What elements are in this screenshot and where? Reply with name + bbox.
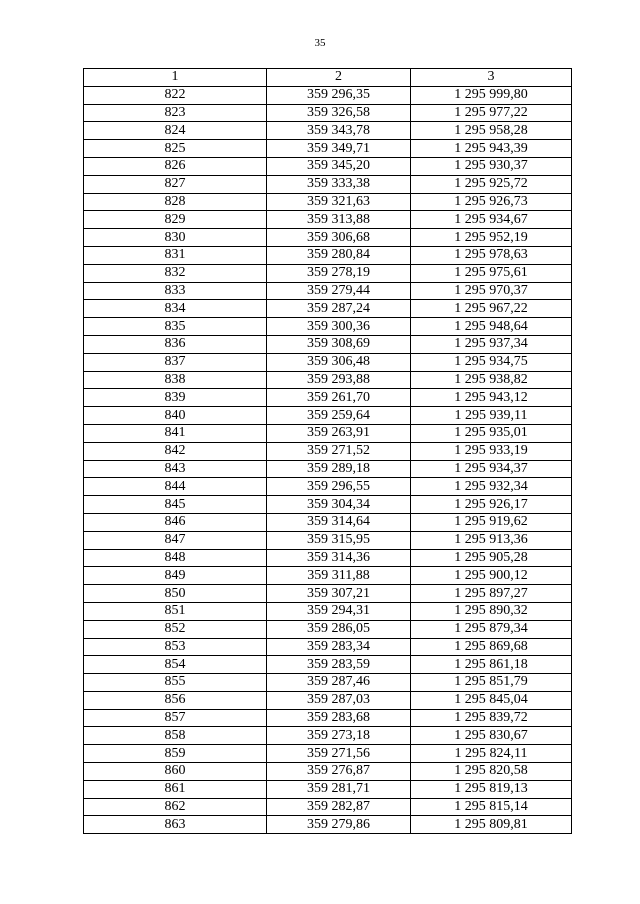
y-coordinate-cell: 1 295 934,37 xyxy=(411,460,572,478)
x-coordinate-cell: 359 349,71 xyxy=(267,140,411,158)
y-coordinate-cell: 1 295 815,14 xyxy=(411,798,572,816)
y-coordinate-cell: 1 295 933,19 xyxy=(411,442,572,460)
table-row xyxy=(84,246,572,264)
table-header xyxy=(84,69,572,87)
point-number-cell: 861 xyxy=(84,780,267,798)
table-row xyxy=(84,282,572,300)
y-coordinate-cell: 1 295 926,73 xyxy=(411,193,572,211)
x-coordinate-cell: 359 306,68 xyxy=(267,229,411,247)
y-coordinate-cell: 1 295 939,11 xyxy=(411,407,572,425)
table-row xyxy=(84,140,572,158)
y-coordinate-cell: 1 295 937,34 xyxy=(411,335,572,353)
y-coordinate-cell: 1 295 819,13 xyxy=(411,780,572,798)
column-header-3: 3 xyxy=(411,69,572,87)
point-number-cell: 852 xyxy=(84,620,267,638)
table-row xyxy=(84,122,572,140)
point-number-cell: 825 xyxy=(84,140,267,158)
point-number-cell: 847 xyxy=(84,531,267,549)
y-coordinate-cell: 1 295 934,75 xyxy=(411,353,572,371)
y-coordinate-cell: 1 295 943,39 xyxy=(411,140,572,158)
table-row xyxy=(84,763,572,781)
x-coordinate-cell: 359 294,31 xyxy=(267,602,411,620)
y-coordinate-cell: 1 295 930,37 xyxy=(411,157,572,175)
y-coordinate-cell: 1 295 861,18 xyxy=(411,656,572,674)
point-number-cell: 839 xyxy=(84,389,267,407)
x-coordinate-cell: 359 296,35 xyxy=(267,86,411,104)
y-coordinate-cell: 1 295 839,72 xyxy=(411,709,572,727)
point-number-cell: 827 xyxy=(84,175,267,193)
x-coordinate-cell: 359 263,91 xyxy=(267,424,411,442)
x-coordinate-cell: 359 300,36 xyxy=(267,318,411,336)
point-number-cell: 835 xyxy=(84,318,267,336)
y-coordinate-cell: 1 295 830,67 xyxy=(411,727,572,745)
table-row xyxy=(84,798,572,816)
x-coordinate-cell: 359 314,36 xyxy=(267,549,411,567)
point-number-cell: 841 xyxy=(84,424,267,442)
y-coordinate-cell: 1 295 977,22 xyxy=(411,104,572,122)
x-coordinate-cell: 359 279,86 xyxy=(267,816,411,834)
x-coordinate-cell: 359 283,68 xyxy=(267,709,411,727)
point-number-cell: 855 xyxy=(84,674,267,692)
point-number-cell: 832 xyxy=(84,264,267,282)
point-number-cell: 829 xyxy=(84,211,267,229)
table-row xyxy=(84,745,572,763)
point-number-cell: 822 xyxy=(84,86,267,104)
point-number-cell: 858 xyxy=(84,727,267,745)
table-body xyxy=(84,86,572,833)
y-coordinate-cell: 1 295 919,62 xyxy=(411,513,572,531)
x-coordinate-cell: 359 261,70 xyxy=(267,389,411,407)
x-coordinate-cell: 359 326,58 xyxy=(267,104,411,122)
point-number-cell: 849 xyxy=(84,567,267,585)
table-row xyxy=(84,727,572,745)
point-number-cell: 853 xyxy=(84,638,267,656)
y-coordinate-cell: 1 295 897,27 xyxy=(411,585,572,603)
point-number-cell: 854 xyxy=(84,656,267,674)
x-coordinate-cell: 359 293,88 xyxy=(267,371,411,389)
table-row xyxy=(84,531,572,549)
table-row xyxy=(84,229,572,247)
table-row xyxy=(84,318,572,336)
point-number-cell: 845 xyxy=(84,496,267,514)
table-row xyxy=(84,264,572,282)
y-coordinate-cell: 1 295 824,11 xyxy=(411,745,572,763)
table-row xyxy=(84,656,572,674)
x-coordinate-cell: 359 287,03 xyxy=(267,691,411,709)
table-row xyxy=(84,407,572,425)
table-row xyxy=(84,549,572,567)
coordinates-table xyxy=(83,68,572,834)
x-coordinate-cell: 359 306,48 xyxy=(267,353,411,371)
y-coordinate-cell: 1 295 820,58 xyxy=(411,763,572,781)
x-coordinate-cell: 359 279,44 xyxy=(267,282,411,300)
x-coordinate-cell: 359 289,18 xyxy=(267,460,411,478)
x-coordinate-cell: 359 273,18 xyxy=(267,727,411,745)
x-coordinate-cell: 359 343,78 xyxy=(267,122,411,140)
x-coordinate-cell: 359 271,56 xyxy=(267,745,411,763)
y-coordinate-cell: 1 295 926,17 xyxy=(411,496,572,514)
table-row xyxy=(84,86,572,104)
point-number-cell: 833 xyxy=(84,282,267,300)
y-coordinate-cell: 1 295 958,28 xyxy=(411,122,572,140)
x-coordinate-cell: 359 345,20 xyxy=(267,157,411,175)
table-row xyxy=(84,460,572,478)
point-number-cell: 824 xyxy=(84,122,267,140)
table-row xyxy=(84,585,572,603)
point-number-cell: 840 xyxy=(84,407,267,425)
table-row xyxy=(84,638,572,656)
y-coordinate-cell: 1 295 851,79 xyxy=(411,674,572,692)
y-coordinate-cell: 1 295 890,32 xyxy=(411,602,572,620)
point-number-cell: 830 xyxy=(84,229,267,247)
table-row xyxy=(84,709,572,727)
y-coordinate-cell: 1 295 948,64 xyxy=(411,318,572,336)
table-row xyxy=(84,371,572,389)
y-coordinate-cell: 1 295 967,22 xyxy=(411,300,572,318)
table-row xyxy=(84,816,572,834)
point-number-cell: 823 xyxy=(84,104,267,122)
x-coordinate-cell: 359 315,95 xyxy=(267,531,411,549)
y-coordinate-cell: 1 295 970,37 xyxy=(411,282,572,300)
point-number-cell: 837 xyxy=(84,353,267,371)
y-coordinate-cell: 1 295 900,12 xyxy=(411,567,572,585)
point-number-cell: 843 xyxy=(84,460,267,478)
x-coordinate-cell: 359 296,55 xyxy=(267,478,411,496)
table-row xyxy=(84,193,572,211)
x-coordinate-cell: 359 286,05 xyxy=(267,620,411,638)
x-coordinate-cell: 359 307,21 xyxy=(267,585,411,603)
x-coordinate-cell: 359 283,59 xyxy=(267,656,411,674)
table-row xyxy=(84,478,572,496)
table-row xyxy=(84,674,572,692)
x-coordinate-cell: 359 287,24 xyxy=(267,300,411,318)
table-row xyxy=(84,691,572,709)
point-number-cell: 859 xyxy=(84,745,267,763)
y-coordinate-cell: 1 295 938,82 xyxy=(411,371,572,389)
x-coordinate-cell: 359 333,38 xyxy=(267,175,411,193)
point-number-cell: 842 xyxy=(84,442,267,460)
y-coordinate-cell: 1 295 845,04 xyxy=(411,691,572,709)
table-row xyxy=(84,424,572,442)
y-coordinate-cell: 1 295 925,72 xyxy=(411,175,572,193)
point-number-cell: 846 xyxy=(84,513,267,531)
table-row xyxy=(84,157,572,175)
table-row xyxy=(84,442,572,460)
x-coordinate-cell: 359 278,19 xyxy=(267,264,411,282)
point-number-cell: 834 xyxy=(84,300,267,318)
y-coordinate-cell: 1 295 935,01 xyxy=(411,424,572,442)
y-coordinate-cell: 1 295 943,12 xyxy=(411,389,572,407)
table-row xyxy=(84,567,572,585)
table-row xyxy=(84,513,572,531)
table-row xyxy=(84,602,572,620)
x-coordinate-cell: 359 276,87 xyxy=(267,763,411,781)
x-coordinate-cell: 359 321,63 xyxy=(267,193,411,211)
x-coordinate-cell: 359 259,64 xyxy=(267,407,411,425)
x-coordinate-cell: 359 280,84 xyxy=(267,246,411,264)
point-number-cell: 863 xyxy=(84,816,267,834)
table-row xyxy=(84,211,572,229)
table-row xyxy=(84,335,572,353)
point-number-cell: 844 xyxy=(84,478,267,496)
point-number-cell: 831 xyxy=(84,246,267,264)
x-coordinate-cell: 359 282,87 xyxy=(267,798,411,816)
header-row xyxy=(84,69,572,87)
y-coordinate-cell: 1 295 952,19 xyxy=(411,229,572,247)
point-number-cell: 836 xyxy=(84,335,267,353)
y-coordinate-cell: 1 295 975,61 xyxy=(411,264,572,282)
table-row xyxy=(84,104,572,122)
x-coordinate-cell: 359 308,69 xyxy=(267,335,411,353)
point-number-cell: 851 xyxy=(84,602,267,620)
table-row xyxy=(84,496,572,514)
point-number-cell: 862 xyxy=(84,798,267,816)
point-number-cell: 850 xyxy=(84,585,267,603)
x-coordinate-cell: 359 304,34 xyxy=(267,496,411,514)
x-coordinate-cell: 359 281,71 xyxy=(267,780,411,798)
point-number-cell: 838 xyxy=(84,371,267,389)
table-row xyxy=(84,780,572,798)
y-coordinate-cell: 1 295 879,34 xyxy=(411,620,572,638)
table-row xyxy=(84,175,572,193)
y-coordinate-cell: 1 295 913,36 xyxy=(411,531,572,549)
point-number-cell: 828 xyxy=(84,193,267,211)
point-number-cell: 856 xyxy=(84,691,267,709)
x-coordinate-cell: 359 313,88 xyxy=(267,211,411,229)
x-coordinate-cell: 359 283,34 xyxy=(267,638,411,656)
column-header-2: 2 xyxy=(267,69,411,87)
page-number: 35 xyxy=(314,37,326,49)
column-header-1: 1 xyxy=(84,69,267,87)
point-number-cell: 848 xyxy=(84,549,267,567)
point-number-cell: 857 xyxy=(84,709,267,727)
table-row xyxy=(84,300,572,318)
y-coordinate-cell: 1 295 999,80 xyxy=(411,86,572,104)
table-row xyxy=(84,620,572,638)
y-coordinate-cell: 1 295 905,28 xyxy=(411,549,572,567)
point-number-cell: 860 xyxy=(84,763,267,781)
y-coordinate-cell: 1 295 869,68 xyxy=(411,638,572,656)
x-coordinate-cell: 359 311,88 xyxy=(267,567,411,585)
table-row xyxy=(84,353,572,371)
table-row xyxy=(84,389,572,407)
y-coordinate-cell: 1 295 934,67 xyxy=(411,211,572,229)
point-number-cell: 826 xyxy=(84,157,267,175)
y-coordinate-cell: 1 295 978,63 xyxy=(411,246,572,264)
y-coordinate-cell: 1 295 809,81 xyxy=(411,816,572,834)
x-coordinate-cell: 359 287,46 xyxy=(267,674,411,692)
y-coordinate-cell: 1 295 932,34 xyxy=(411,478,572,496)
x-coordinate-cell: 359 271,52 xyxy=(267,442,411,460)
x-coordinate-cell: 359 314,64 xyxy=(267,513,411,531)
